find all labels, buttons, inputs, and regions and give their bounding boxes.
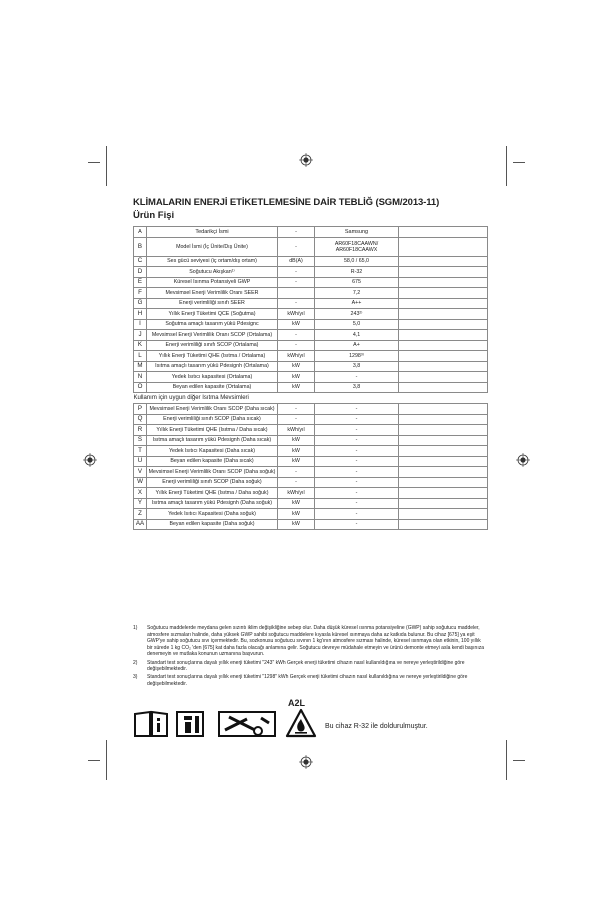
row-spare-cell <box>399 414 488 425</box>
table-row <box>134 340 488 351</box>
row-unit: kW <box>278 319 315 330</box>
row-value: 243²⁾ <box>315 309 399 320</box>
row-unit <box>278 288 315 299</box>
row-value: A++ <box>315 298 399 309</box>
registration-mark-icon <box>83 453 97 467</box>
row-spare-cell <box>399 519 488 530</box>
crop-mark <box>88 162 100 163</box>
row-spare-cell <box>399 340 488 351</box>
row-spare-cell <box>399 330 488 341</box>
row-spare-cell <box>399 277 488 288</box>
row-letter: U <box>134 456 147 467</box>
crop-mark <box>513 162 525 163</box>
row-unit: - <box>278 477 315 488</box>
page-title: KLİMALARIN ENERJİ ETİKETLEMESİNE DAİR TEBLİĞ (SGM/2013-11) <box>133 197 440 208</box>
row-unit: - <box>278 340 315 351</box>
row-letter: Z <box>134 509 147 520</box>
row-spare-cell <box>399 456 488 467</box>
row-spare-cell <box>399 288 488 299</box>
row-unit: kWh/yıl <box>278 425 315 436</box>
footnotes <box>133 625 485 689</box>
row-letter: S <box>134 435 147 446</box>
row-label: Enerji verimliliği sınıfı SEER <box>147 298 278 309</box>
row-label: Mevsimsel Enerji Verimlilik Oranı SEER <box>147 288 278 299</box>
row-unit: - <box>278 267 315 278</box>
row-value: AR60F18CAAWN/ AR60F18CAAWX <box>315 237 399 256</box>
row-value: 1298³⁾ <box>315 351 399 362</box>
row-spare-cell <box>399 237 488 256</box>
row-label: Mevsimsel Enerji Verimlilik Oranı SCOP (Ortalama) <box>147 330 278 341</box>
row-unit: kW <box>278 382 315 393</box>
row-spare-cell <box>399 256 488 267</box>
row-value: Samsung <box>315 227 399 238</box>
row-label: Yedek Isıtıcı kapasitesi (Ortalama) <box>147 372 278 383</box>
row-letter: R <box>134 425 147 436</box>
row-unit: kW <box>278 435 315 446</box>
row-spare-cell <box>399 372 488 383</box>
table-row <box>134 404 488 415</box>
row-letter: Y <box>134 498 147 509</box>
row-spare-cell <box>399 298 488 309</box>
manual-book-icon <box>133 710 169 738</box>
row-letter: C <box>134 256 147 267</box>
symbol-icons <box>133 700 493 740</box>
spec-table-top <box>134 227 488 393</box>
row-value: - <box>315 488 399 499</box>
row-letter: M <box>134 361 147 372</box>
info-manual-icon <box>175 710 205 738</box>
crop-mark <box>506 146 507 186</box>
section-heading: Kullanım için uygun diğer Isıtma Mevsimleri <box>133 395 249 401</box>
row-spare-cell <box>399 351 488 362</box>
row-label: Isıtma amaçlı tasarım yükü Pdesignh (Daha sıcak) <box>147 435 278 446</box>
spec-table-section <box>134 393 488 404</box>
spec-table-bottom <box>134 404 488 530</box>
registration-mark-icon <box>299 153 313 167</box>
row-label: Mevsimsel Enerji Verimlilik Oranı SCOP (Daha sıcak) <box>147 404 278 415</box>
row-unit: kWh/yıl <box>278 309 315 320</box>
table-row <box>134 330 488 341</box>
row-unit: - <box>278 298 315 309</box>
row-spare-cell <box>399 435 488 446</box>
row-spare-cell <box>399 425 488 436</box>
page-subtitle: Ürün Fişi <box>133 210 175 221</box>
row-value: - <box>315 498 399 509</box>
row-spare-cell <box>399 467 488 478</box>
table-row <box>134 456 488 467</box>
row-value: - <box>315 446 399 457</box>
table-row <box>134 351 488 362</box>
row-spare-cell <box>399 477 488 488</box>
row-letter: D <box>134 267 147 278</box>
row-label: Soğutma amaçlı tasarım yükü Pdesignc <box>147 319 278 330</box>
row-unit: kW <box>278 498 315 509</box>
row-value: A+ <box>315 340 399 351</box>
crop-mark <box>88 760 100 761</box>
row-unit: kW <box>278 446 315 457</box>
product-spec-table <box>133 226 488 530</box>
table-row <box>134 488 488 499</box>
table-row <box>134 298 488 309</box>
footnote-text: Standart test sonuçlarına dayalı yıllık enerji tüketimi "1298" kWh Gerçek enerji tüketimi cihazın nasıl kullanıldığına ve nereye yerleştirildiğine göre değişebilmektedir. <box>147 674 468 687</box>
row-letter: G <box>134 298 147 309</box>
row-value: 5,0 <box>315 319 399 330</box>
table-row <box>134 509 488 520</box>
table-row <box>134 498 488 509</box>
table-row <box>134 414 488 425</box>
crop-mark <box>106 740 107 780</box>
row-label: Beyan edilen kapasite (Daha soğuk) <box>147 519 278 530</box>
row-letter: F <box>134 288 147 299</box>
row-value: 3,8 <box>315 382 399 393</box>
footnote-number: 2) <box>133 659 138 666</box>
table-row <box>134 277 488 288</box>
row-unit: - <box>278 330 315 341</box>
row-label: Yedek Isıtıcı Kapasitesi (Daha soğuk) <box>147 509 278 520</box>
row-label: Mevsimsel Enerji Verimlilik Oranı SCOP (Daha soğuk) <box>147 467 278 478</box>
footnote <box>133 660 485 673</box>
table-row <box>134 227 488 238</box>
row-label: Yıllık Enerji Tüketimi QHE (Isıtma / Daha sıcak) <box>147 425 278 436</box>
row-unit: - <box>278 227 315 238</box>
table-row <box>134 361 488 372</box>
row-value: - <box>315 425 399 436</box>
table-row <box>134 288 488 299</box>
row-label: Beyan edilen kapasite (Daha sıcak) <box>147 456 278 467</box>
row-value: R-32 <box>315 267 399 278</box>
table-row <box>134 425 488 436</box>
row-letter: V <box>134 467 147 478</box>
registration-mark-icon <box>299 755 313 769</box>
row-value: - <box>315 509 399 520</box>
row-letter: AA <box>134 519 147 530</box>
footnote-number: 3) <box>133 674 138 681</box>
flame-warning-icon <box>285 708 317 738</box>
refrigerant-note: Bu cihaz R-32 ile doldurulmuştur. <box>325 723 428 730</box>
row-letter: O <box>134 382 147 393</box>
row-spare-cell <box>399 227 488 238</box>
row-label: Enerji verimliliği sınıfı SCOP (Daha soğuk) <box>147 477 278 488</box>
row-letter: Q <box>134 414 147 425</box>
row-value: - <box>315 372 399 383</box>
table-row <box>134 519 488 530</box>
footnote <box>133 674 485 687</box>
row-spare-cell <box>399 361 488 372</box>
row-unit: - <box>278 414 315 425</box>
row-label: Isıtma amaçlı tasarım yükü Pdesignh (Ortalama) <box>147 361 278 372</box>
row-unit: kW <box>278 456 315 467</box>
row-letter: B <box>134 237 147 256</box>
registration-mark-icon <box>516 453 530 467</box>
row-label: Yıllık Enerji Tüketimi QHE (Isıtma / Daha soğuk) <box>147 488 278 499</box>
row-unit: - <box>278 277 315 288</box>
row-letter: I <box>134 319 147 330</box>
row-unit: kW <box>278 361 315 372</box>
table-row <box>134 256 488 267</box>
row-spare-cell <box>399 488 488 499</box>
table-row <box>134 446 488 457</box>
row-value: - <box>315 467 399 478</box>
row-spare-cell <box>399 446 488 457</box>
crop-mark <box>513 760 525 761</box>
row-letter: P <box>134 404 147 415</box>
row-label: Yedek Isıtıcı Kapasitesi (Daha sıcak) <box>147 446 278 457</box>
row-label: Tedarikçi İsmi <box>147 227 278 238</box>
row-value: - <box>315 414 399 425</box>
row-spare-cell <box>399 498 488 509</box>
row-value: - <box>315 477 399 488</box>
crop-mark <box>506 740 507 780</box>
footnote-text: Standart test sonuçlarına dayalı yıllık enerji tüketimi "243" kWh Gerçek enerji tüketimi cihazın nasıl kullanıldığına ve nereye yerleştirildiğine göre değişebilmektedir. <box>147 659 465 673</box>
row-label: Enerji verimliliği sınıfı SCOP (Daha sıcak) <box>147 414 278 425</box>
row-value: 675 <box>315 277 399 288</box>
row-letter: T <box>134 446 147 457</box>
row-spare-cell <box>399 319 488 330</box>
row-letter: K <box>134 340 147 351</box>
row-unit: kWh/yıl <box>278 488 315 499</box>
row-label: Isıtma amaçlı tasarım yükü Pdesignh (Daha soğuk) <box>147 498 278 509</box>
row-spare-cell <box>399 404 488 415</box>
a2l-label: A2L <box>288 698 306 708</box>
row-label: Enerji verimliliği sınıfı SCOP (Ortalama) <box>147 340 278 351</box>
row-letter: W <box>134 477 147 488</box>
table-row <box>134 477 488 488</box>
row-value: - <box>315 435 399 446</box>
row-unit: - <box>278 404 315 415</box>
row-spare-cell <box>399 382 488 393</box>
footnote-number: 1) <box>133 625 138 631</box>
row-spare-cell <box>399 509 488 520</box>
table-row <box>134 467 488 478</box>
footnote-text: Soğutucu maddelerde meydana gelen sızıntı iklim değişikliğine sebep olur. Daha düşük küresel ısınma potansiyeline (GWP) sahip soğutucu maddeler, atmosfere sızmaları halinde, daha yüksek GWP sahibi soğutucu maddelere kıyasla küresel ısınmaya daha az katkıda bulunur. Bu cihaz [675] ya eşit GWP'ye sahip soğutucu sıvı içermektedir. Bu, sozkonusu soğutucu sıvının 1 kg'ının atmosfere sızması halinde, küresel ısınmaya olan etkinin, 100 yıllık bir sürede 1 kg CO₂ 'den [675] kat daha fazla olacağı anlamına gelir. Soğutucu devreye müdahale etmeyin ve ürünü demonte etmeyi asla kendi başınıza denemeyin ve mutlaka konunun uzmanına başvurun. <box>147 625 484 658</box>
row-unit: kW <box>278 372 315 383</box>
crop-mark <box>106 146 107 186</box>
row-spare-cell <box>399 267 488 278</box>
row-letter: N <box>134 372 147 383</box>
row-letter: X <box>134 488 147 499</box>
table-row <box>134 435 488 446</box>
row-letter: H <box>134 309 147 320</box>
row-value: - <box>315 404 399 415</box>
row-value: 4,1 <box>315 330 399 341</box>
row-unit: - <box>278 467 315 478</box>
row-value: 58,0 / 65,0 <box>315 256 399 267</box>
row-label: Beyan edilen kapasite (Ortalama) <box>147 382 278 393</box>
row-value: 3,8 <box>315 361 399 372</box>
table-row <box>134 237 488 256</box>
row-label: Soğutucu Akışkan¹⁾ <box>147 267 278 278</box>
row-label: Model İsmi (İç Ünite/Dış Ünite) <box>147 237 278 256</box>
row-unit: kW <box>278 509 315 520</box>
row-value: - <box>315 519 399 530</box>
footnote <box>133 625 485 658</box>
table-row <box>134 319 488 330</box>
row-letter: L <box>134 351 147 362</box>
row-label: Küresel Isınma Potansiyeli GWP <box>147 277 278 288</box>
row-value: - <box>315 456 399 467</box>
row-letter: E <box>134 277 147 288</box>
flammable-a2l-icon <box>283 700 319 740</box>
row-unit: - <box>278 237 315 256</box>
row-spare-cell <box>399 309 488 320</box>
service-tools-icon <box>217 710 277 738</box>
row-unit: dB(A) <box>278 256 315 267</box>
row-letter: J <box>134 330 147 341</box>
row-label: Yıllık Enerji Tüketimi QCE (Soğutma) <box>147 309 278 320</box>
row-value: 7,2 <box>315 288 399 299</box>
table-row <box>134 267 488 278</box>
row-label: Ses gücü seviyesi (iç ortam/dış ortam) <box>147 256 278 267</box>
table-row <box>134 309 488 320</box>
row-unit: kW <box>278 519 315 530</box>
row-unit: kWh/yıl <box>278 351 315 362</box>
table-row <box>134 372 488 383</box>
row-letter: A <box>134 227 147 238</box>
table-row <box>134 382 488 393</box>
row-label: Yıllık Enerji Tüketimi QHE (Isıtma / Ortalama) <box>147 351 278 362</box>
